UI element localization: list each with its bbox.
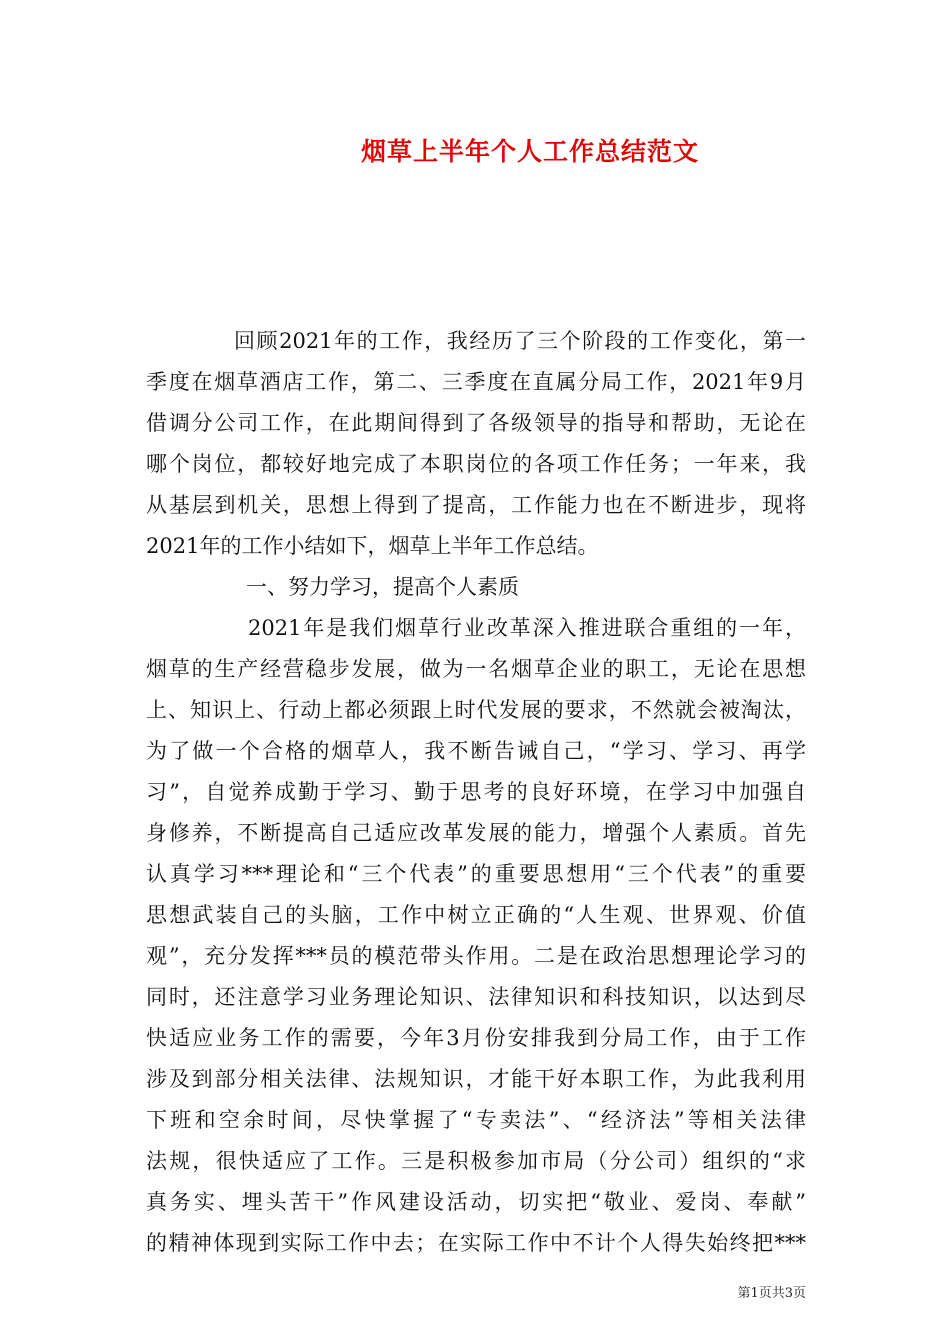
body-line: 观”，充分发挥***员的模范带头作用。二是在政治思想理论学习的 (146, 944, 806, 968)
body-line: 借调分公司工作，在此期间得到了各级领导的指导和帮助，无论在 (146, 411, 806, 435)
section-heading: 一、努力学习，提高个人素质 (246, 575, 519, 599)
body-line: 的精神体现到实际工作中去；在实际工作中不计个人得失始终把*** (146, 1231, 806, 1255)
body-line: 身修养，不断提高自己适应改革发展的能力，增强个人素质。首先 (146, 821, 806, 845)
body-line: 哪个岗位，都较好地完成了本职岗位的各项工作任务；一年来，我 (146, 452, 806, 476)
body-line: 快适应业务工作的需要，今年3月份安排我到分局工作，由于工作 (146, 1026, 806, 1050)
body-line: 下班和空余时间，尽快掌握了“专卖法”、“经济法”等相关法律 (146, 1108, 806, 1132)
body-line: 认真学习***理论和“三个代表”的重要思想用“三个代表”的重要 (146, 862, 806, 886)
page-title: 烟草上半年个人工作总结范文 (360, 137, 699, 166)
body-line: 习”，自觉养成勤于学习、勤于思考的良好环境，在学习中加强自 (146, 780, 806, 804)
body-line: 真务实、埋头苦干”作风建设活动，切实把“敬业、爱岗、奉献” (146, 1190, 806, 1214)
page-number: 第1页共3页 (737, 1286, 806, 1301)
body-line: 回顾2021年的工作，我经历了三个阶段的工作变化，第一 (234, 329, 806, 353)
body-line: 涉及到部分相关法律、法规知识，才能干好本职工作，为此我利用 (146, 1067, 806, 1091)
body-line: 烟草的生产经营稳步发展，做为一名烟草企业的职工，无论在思想 (146, 657, 806, 681)
body-line: 同时，还注意学习业务理论知识、法律知识和科技知识，以达到尽 (146, 985, 806, 1009)
body-line: 2021年是我们烟草行业改革深入推进联合重组的一年， (248, 616, 806, 640)
body-line: 从基层到机关，思想上得到了提高，工作能力也在不断进步，现将 (146, 493, 806, 517)
body-line: 法规，很快适应了工作。三是积极参加市局（分公司）组织的“求 (146, 1149, 806, 1173)
body-line: 思想武装自己的头脑，工作中树立正确的“人生观、世界观、价值 (146, 903, 806, 927)
body-line: 为了做一个合格的烟草人，我不断告诫自己，“学习、学习、再学 (146, 739, 806, 763)
body-line: 2021年的工作小结如下，烟草上半年工作总结。 (146, 534, 599, 558)
body-line: 上、知识上、行动上都必须跟上时代发展的要求，不然就会被淘汰， (146, 698, 806, 722)
body-line: 季度在烟草酒店工作，第二、三季度在直属分局工作，2021年9月 (146, 370, 806, 394)
